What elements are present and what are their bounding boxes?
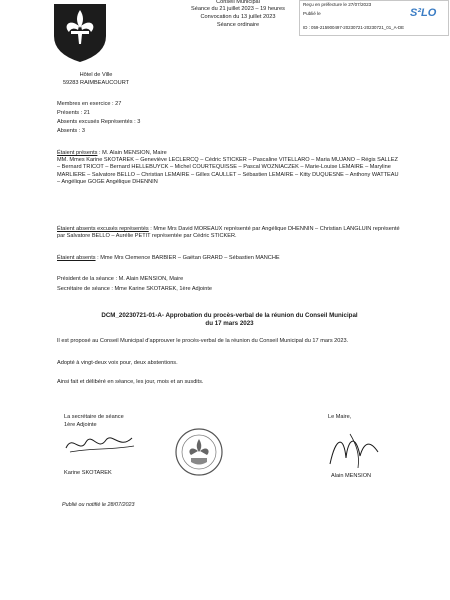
secretary-role: 1ère Adjointe [64,422,97,428]
session-president: Président de la séance : M. Alain MENSION, Maire [57,276,184,282]
stamp-published: Publié le [303,11,321,16]
stamp-id: ID : 059-215900497-20230721-20230721_01_A-DE [303,25,405,30]
mayor-title: Le Maire, [328,414,352,420]
members-present: Présents : 21 [57,110,90,116]
deliberation-title: DCM_20230721-01-A- Approbation du procès-verbal de la réunion du Conseil Municipal du 17 mars 2023 [101,312,358,327]
stamp-received: Reçu en préfecture le 27/07/2023 [303,2,372,7]
convocation-date: Convocation du 13 juillet 2023 [200,14,276,20]
absent-members-list: : Mme Mrs Clemence BARBIER – Gaëtan GRARD – Sébastien MANCHE [95,255,280,261]
official-seal [174,427,224,477]
secretary-title: La secrétaire de séance [64,414,124,420]
members-absent: Absents : 3 [57,128,85,134]
excused-members-label: Étaient absents excusés représentés [57,226,149,232]
members-in-office: Membres en exercice : 27 [57,101,122,107]
deliberation-vote: Adopté à vingt-deux voix pour, deux abstentions. [57,360,178,366]
absent-members-paragraph [57,255,402,262]
absent-members-label: Étaient absents [57,255,96,261]
secretary-signature [60,428,140,458]
secretary-name: Karine SKOTAREK [64,470,112,476]
mayor-signature [320,428,390,470]
present-members-label: Étaient présents [57,150,98,156]
s2lo-logo: S²LO [410,7,437,19]
excused-members-list: : Mme Mrs David MOREAUX représenté par Angélique DHENNIN – Christian LANGLUIN représenté par Salvatore BELLO – Aurélie PETIT représentée par Cédric STICKER. [57,226,400,240]
publication-date: Publié ou notifié le 28/07/2023 [62,502,135,508]
town-address: 59283 RAIMBEAUCOURT [62,80,130,86]
town-hall-label: Hôtel de Ville [79,72,113,78]
session-type: Séance ordinaire [216,22,260,28]
members-excused-represented: Absents excusés Représentés : 3 [57,119,141,125]
present-members-list: : M. Alain MENSION, Maire MM. Mmes Karine SKOTAREK – Geneviève LECLERCQ – Cédric STICKER – Pascaline VITELLARO – Maria MUJANO – Régis SALLEZ – Bernard TRICOT – Bernard HELLEBUYCK – Michel COURTEQUISSE – Pascal WOZNIACZEK – Marie-Louise LEMAIRE – Maryline MARLIERE – Salvatore BELLO – Christian LEMAIRE – Gilles CAULLET – Sébastien LEMAIRE – Kitty DUQUESNE – Anthony WATTEAU – Angélique GOGE Angélique DHENNIN [57,150,399,185]
excused-members-paragraph [57,226,402,240]
deliberation-paragraph-1: Il est proposé au Conseil Municipal d'approuver le procès-verbal de la réunion du Conseil Municipal du 17 mars 2023. [57,338,349,344]
council-title: Conseil Municipal [216,0,260,5]
coat-of-arms-logo [51,2,109,64]
deliberation-closing: Ainsi fait et délibéré en séance, les jour, mois et an susdits. [57,379,204,385]
session-secretary: Secrétaire de séance : Mme Karine SKOTAREK, 1ère Adjointe [57,286,213,292]
present-members-paragraph [57,150,402,186]
session-date: Séance du 21 juillet 2023 – 19 heures [191,6,285,12]
prefecture-stamp [299,0,449,36]
mayor-name: Alain MENSION [331,473,372,479]
